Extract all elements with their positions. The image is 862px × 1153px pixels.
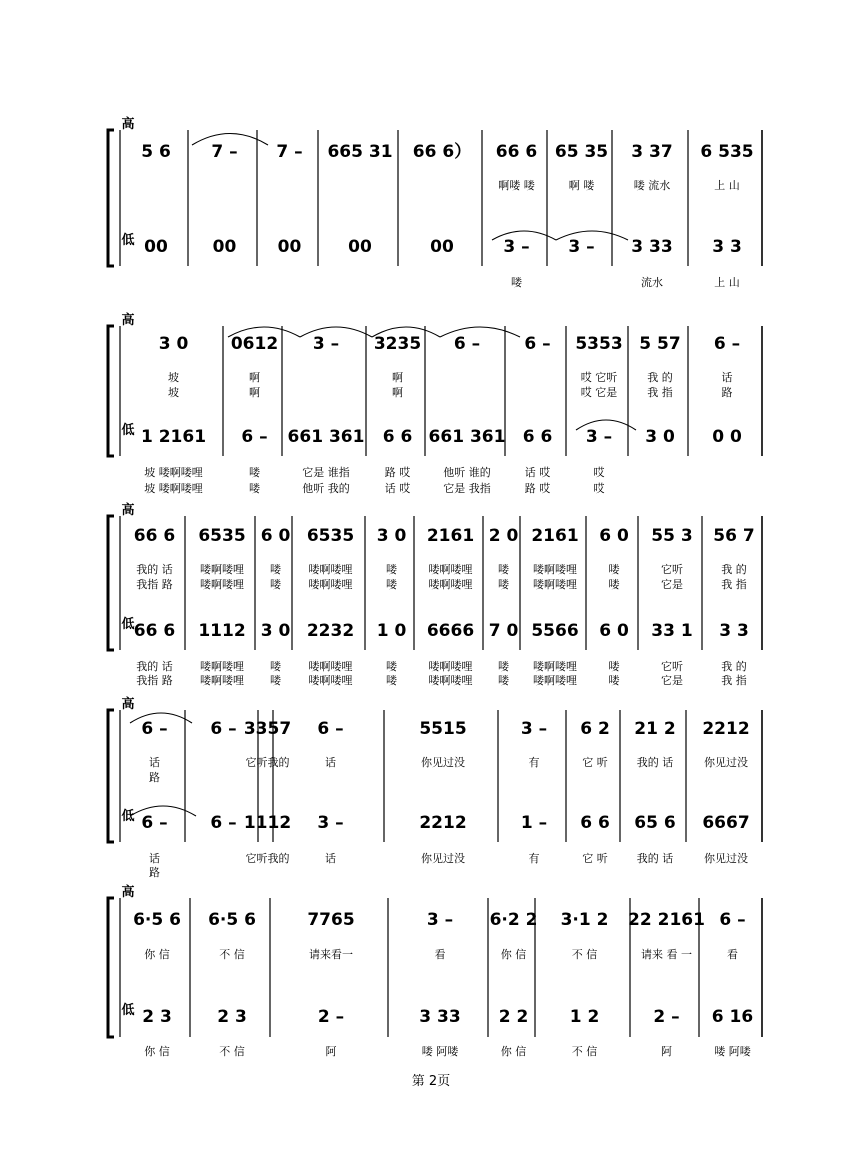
high-lyric: 有 xyxy=(528,756,540,769)
score-system xyxy=(108,502,762,687)
high-bar-notes: 6·2 2 xyxy=(489,910,538,930)
high-bar-notes: 6 – xyxy=(713,334,741,354)
high-bar-notes: 55 3 xyxy=(651,526,693,546)
high-lyric: 喽 流水 xyxy=(633,179,671,192)
low-lyric: 不 信 xyxy=(571,1045,598,1058)
low-bar-notes: 6 0 xyxy=(599,621,629,641)
high-bar-notes: 7 – xyxy=(211,142,238,162)
low-lyric: 喽 xyxy=(249,482,260,495)
low-lyric: 不 信 xyxy=(219,1045,245,1058)
low-lyric: 有 xyxy=(528,852,540,865)
high-bar-notes: 6 – xyxy=(317,719,344,739)
low-lyric: 喽 xyxy=(511,276,522,289)
high-bar-notes: 3·1 2 xyxy=(560,910,609,930)
high-bar-notes: 65 35 xyxy=(554,142,609,162)
score-system xyxy=(108,884,762,1058)
high-bar-notes: 6 – xyxy=(210,719,237,739)
low-bar-notes: 5566 xyxy=(531,621,579,641)
low-bar-notes: 1 – xyxy=(520,813,548,833)
high-bar-notes: 7765 xyxy=(307,910,355,930)
low-lyric: 流水 xyxy=(641,276,663,289)
low-lyric: 路 哎 xyxy=(524,482,551,495)
high-lyric: 啊 xyxy=(392,371,403,384)
low-lyric: 它听 xyxy=(661,660,683,673)
low-bar-notes: 00 xyxy=(348,237,372,257)
low-lyric: 喽啊喽哩 xyxy=(200,660,244,673)
high-bar-notes: 66 6 xyxy=(133,526,176,546)
low-lyric: 他听 谁的 xyxy=(443,466,491,479)
high-bar-notes: 6·5 6 xyxy=(208,910,256,930)
low-bar-notes: 2 3 xyxy=(217,1007,247,1027)
low-lyric: 路 哎 xyxy=(384,466,411,479)
low-lyric: 我的 话 xyxy=(136,660,173,673)
system-bracket xyxy=(108,516,114,650)
high-bar-notes: 6·5 6 xyxy=(133,910,181,930)
low-lyric: 我 的 xyxy=(721,660,747,673)
part-label-low: 低 xyxy=(121,809,135,824)
low-lyric: 你 信 xyxy=(144,1045,170,1058)
high-lyric: 我的 话 xyxy=(636,756,674,769)
high-bar-notes: 6 0 xyxy=(599,526,629,546)
high-lyric: 它听我的 xyxy=(245,756,290,769)
low-bar-notes: 1112 xyxy=(243,813,292,833)
low-bar-notes: 2 2 xyxy=(498,1007,529,1027)
high-lyric: 我 的 xyxy=(647,371,673,384)
high-bar-notes: 6 – xyxy=(524,334,551,354)
high-bar-notes: 3 – xyxy=(520,719,548,739)
high-bar-notes: 3 0 xyxy=(158,334,189,354)
part-label-high: 高 xyxy=(121,885,135,900)
low-lyric: 话 xyxy=(149,852,160,865)
high-bar-notes: 6 2 xyxy=(580,719,610,739)
high-lyric: 请来 看 一 xyxy=(641,948,692,961)
high-lyric: 你 信 xyxy=(500,948,527,961)
low-bar-notes: 6 – xyxy=(141,813,168,833)
low-bar-notes: 1112 xyxy=(198,621,246,641)
low-lyric: 坡 喽啊喽哩 xyxy=(144,466,203,479)
high-bar-notes: 3 37 xyxy=(631,142,673,162)
low-bar-notes: 2 – xyxy=(317,1007,345,1027)
low-lyric: 喽 xyxy=(270,674,281,687)
high-bar-notes: 21 2 xyxy=(634,719,676,739)
high-lyric: 不 信 xyxy=(219,948,245,961)
low-bar-notes: 6666 xyxy=(426,621,475,641)
system-bracket xyxy=(108,326,114,456)
part-label-high: 高 xyxy=(121,117,135,132)
high-bar-notes: 66 6） xyxy=(412,142,472,162)
low-bar-notes: 2 – xyxy=(653,1007,680,1027)
high-lyric: 不 信 xyxy=(571,948,598,961)
high-bar-notes: 6 – xyxy=(453,334,481,354)
high-lyric: 看 xyxy=(727,948,738,961)
high-bar-notes: 3 – xyxy=(426,910,454,930)
high-lyric-verse2: 啊 xyxy=(249,386,260,399)
high-lyric-verse2: 路 xyxy=(721,386,733,399)
low-lyric: 他听 我的 xyxy=(302,482,350,495)
high-lyric-verse2: 喽 xyxy=(270,578,281,591)
low-bar-notes: 2212 xyxy=(419,813,467,833)
high-lyric: 我 的 xyxy=(721,563,747,576)
high-bar-notes: 2 0 xyxy=(488,526,519,546)
low-lyric: 你见过没 xyxy=(704,852,748,865)
low-lyric: 上 山 xyxy=(714,276,740,289)
low-bar-notes: 3 – xyxy=(585,427,613,447)
low-lyric: 喽 xyxy=(386,660,397,673)
low-lyric: 你 信 xyxy=(500,1045,527,1058)
high-lyric-verse2: 喽 xyxy=(386,578,397,591)
low-lyric: 哎 xyxy=(593,466,605,479)
low-bar-notes: 6 6 xyxy=(522,427,553,447)
low-lyric: 阿 xyxy=(325,1045,337,1058)
low-lyric: 喽 阿喽 xyxy=(714,1045,751,1058)
low-bar-notes: 33 1 xyxy=(651,621,693,641)
high-lyric: 啊喽 喽 xyxy=(498,179,535,192)
high-bar-notes: 5 57 xyxy=(639,334,681,354)
high-bar-notes: 0612 xyxy=(230,334,279,354)
low-lyric: 话 哎 xyxy=(384,482,411,495)
low-bar-notes: 3 – xyxy=(317,813,344,833)
part-label-high: 高 xyxy=(121,503,135,518)
high-lyric: 话 xyxy=(149,756,160,769)
low-lyric: 喽啊喽哩 xyxy=(200,674,244,687)
high-lyric-verse2: 喽啊喽哩 xyxy=(533,578,577,591)
low-bar-notes: 00 xyxy=(277,237,302,257)
high-lyric-verse2: 喽 xyxy=(498,578,509,591)
high-bar-notes: 6 – xyxy=(141,719,168,739)
system-bracket xyxy=(108,130,114,266)
high-lyric-verse2: 路 xyxy=(149,771,160,784)
high-lyric-verse2: 啊 xyxy=(392,386,403,399)
low-bar-notes: 661 361 xyxy=(287,427,365,447)
low-bar-notes: 3 33 xyxy=(419,1007,461,1027)
high-lyric: 喽啊喽哩 xyxy=(533,563,577,576)
low-lyric: 喽啊喽哩 xyxy=(428,674,473,687)
high-lyric: 喽 xyxy=(270,563,281,576)
low-bar-notes: 1 0 xyxy=(376,621,407,641)
high-lyric: 喽 xyxy=(608,563,620,576)
high-lyric-verse2: 它是 xyxy=(661,578,683,591)
high-lyric: 喽啊喽哩 xyxy=(428,563,473,576)
low-lyric: 喽啊喽哩 xyxy=(308,660,353,673)
low-lyric: 哎 xyxy=(593,482,605,495)
high-lyric: 啊 xyxy=(249,371,260,384)
low-lyric: 喽 xyxy=(386,674,397,687)
high-bar-notes: 6 535 xyxy=(700,142,754,162)
high-lyric: 喽 xyxy=(498,563,509,576)
low-lyric: 我 指 xyxy=(721,674,747,687)
low-lyric: 喽啊喽哩 xyxy=(533,660,577,673)
high-bar-notes: 7 – xyxy=(276,142,303,162)
low-bar-notes: 0 0 xyxy=(712,427,742,447)
low-bar-notes: 6667 xyxy=(702,813,750,833)
low-lyric: 喽 xyxy=(608,660,620,673)
low-lyric: 它是 xyxy=(661,674,683,687)
low-bar-notes: 3 3 xyxy=(719,621,749,641)
low-lyric: 喽啊喽哩 xyxy=(308,674,353,687)
high-bar-notes: 5353 xyxy=(575,334,623,354)
part-label-low: 低 xyxy=(121,1003,135,1018)
low-lyric: 喽 阿喽 xyxy=(421,1045,459,1058)
high-lyric-verse2: 喽啊喽哩 xyxy=(428,578,473,591)
high-lyric: 它听 xyxy=(661,563,683,576)
high-bar-notes: 2161 xyxy=(531,526,579,546)
low-bar-notes: 1 2 xyxy=(569,1007,600,1027)
high-lyric-verse2: 我指 路 xyxy=(136,578,173,591)
low-lyric: 喽啊喽哩 xyxy=(533,674,577,687)
high-lyric: 看 xyxy=(434,948,446,961)
low-bar-notes: 2232 xyxy=(306,621,355,641)
high-lyric: 你 信 xyxy=(144,948,170,961)
high-bar-notes: 3 – xyxy=(312,334,340,354)
score-system xyxy=(108,696,762,879)
low-lyric: 它听我的 xyxy=(245,852,290,865)
low-bar-notes: 661 361 xyxy=(428,427,506,447)
high-bar-notes: 2212 xyxy=(702,719,750,739)
high-lyric: 话 xyxy=(721,371,733,384)
score-system xyxy=(108,116,762,289)
low-lyric: 我指 路 xyxy=(136,674,173,687)
low-bar-notes: 65 6 xyxy=(634,813,676,833)
high-bar-notes: 3 0 xyxy=(376,526,407,546)
high-bar-notes: 6535 xyxy=(198,526,246,546)
page-number: 第 2页 xyxy=(411,1074,451,1089)
high-lyric: 坡 xyxy=(168,371,179,384)
score-system xyxy=(108,312,762,495)
high-lyric-verse2: 坡 xyxy=(168,386,179,399)
low-lyric: 喽 xyxy=(608,674,620,687)
low-bar-notes: 1 2161 xyxy=(140,427,207,447)
system-bracket xyxy=(108,898,114,1037)
low-bar-notes: 6 6 xyxy=(382,427,413,447)
low-bar-notes: 2 3 xyxy=(142,1007,172,1027)
low-lyric: 话 xyxy=(325,852,336,865)
low-bar-notes: 3 0 xyxy=(645,427,675,447)
high-lyric-verse2: 喽啊喽哩 xyxy=(308,578,353,591)
high-bar-notes: 56 7 xyxy=(713,526,755,546)
part-label-low: 低 xyxy=(121,423,135,438)
high-lyric: 啊 喽 xyxy=(568,179,595,192)
low-bar-notes: 6 – xyxy=(241,427,268,447)
high-bar-notes: 22 2161 xyxy=(628,910,705,930)
system-bracket xyxy=(108,710,114,842)
low-lyric: 喽 xyxy=(498,660,509,673)
high-bar-notes: 66 6 xyxy=(495,142,538,162)
low-bar-notes: 7 0 xyxy=(488,621,519,641)
high-lyric: 请来看一 xyxy=(309,948,353,961)
low-lyric: 路 xyxy=(149,866,160,879)
low-bar-notes: 3 – xyxy=(503,237,530,257)
high-lyric-verse2: 我 指 xyxy=(721,578,747,591)
low-lyric: 它是 我指 xyxy=(443,482,491,495)
high-lyric-verse2: 喽 xyxy=(608,578,620,591)
low-lyric: 坡 喽啊喽哩 xyxy=(144,482,203,495)
high-lyric: 哎 它听 xyxy=(580,371,618,384)
high-bar-notes: 5 6 xyxy=(141,142,171,162)
low-lyric: 话 哎 xyxy=(524,466,551,479)
low-bar-notes: 3 – xyxy=(568,237,595,257)
high-lyric: 喽啊喽哩 xyxy=(200,563,244,576)
high-lyric: 你见过没 xyxy=(421,756,465,769)
high-bar-notes: 6535 xyxy=(306,526,355,546)
high-lyric: 上 山 xyxy=(714,179,740,192)
low-lyric: 它 听 xyxy=(582,852,608,865)
low-lyric: 喽啊喽哩 xyxy=(428,660,473,673)
part-label-high: 高 xyxy=(121,313,135,328)
low-lyric: 喽 xyxy=(249,466,260,479)
low-bar-notes: 6 – xyxy=(210,813,237,833)
high-lyric: 话 xyxy=(325,756,336,769)
high-bar-notes: 6 – xyxy=(719,910,746,930)
high-bar-notes: 3235 xyxy=(373,334,422,354)
low-lyric: 我的 话 xyxy=(636,852,674,865)
low-bar-notes: 3 33 xyxy=(631,237,673,257)
high-lyric-verse2: 我 指 xyxy=(647,386,673,399)
part-label-low: 低 xyxy=(121,617,135,632)
high-lyric: 我的 话 xyxy=(136,563,173,576)
low-bar-notes: 3 3 xyxy=(712,237,742,257)
high-bar-notes: 665 31 xyxy=(327,142,393,162)
high-bar-notes: 2161 xyxy=(426,526,475,546)
low-bar-notes: 00 xyxy=(212,237,237,257)
high-lyric: 你见过没 xyxy=(704,756,748,769)
low-bar-notes: 00 xyxy=(430,237,454,257)
high-bar-notes: 6 0 xyxy=(260,526,291,546)
part-label-low: 低 xyxy=(121,233,135,248)
high-lyric: 喽 xyxy=(386,563,397,576)
high-lyric: 喽啊喽哩 xyxy=(308,563,353,576)
low-lyric: 喽 xyxy=(498,674,509,687)
low-bar-notes: 66 6 xyxy=(133,621,176,641)
high-lyric: 它 听 xyxy=(582,756,608,769)
high-lyric-verse2: 哎 它是 xyxy=(580,386,618,399)
low-bar-notes: 3 0 xyxy=(260,621,291,641)
low-bar-notes: 00 xyxy=(144,237,168,257)
high-bar-notes: 3357 xyxy=(243,719,292,739)
high-bar-notes: 5515 xyxy=(419,719,467,739)
part-label-high: 高 xyxy=(121,697,135,712)
low-bar-notes: 6 16 xyxy=(711,1007,754,1027)
low-lyric: 它是 谁指 xyxy=(302,466,350,479)
high-lyric-verse2: 喽啊喽哩 xyxy=(200,578,244,591)
low-lyric: 你见过没 xyxy=(421,852,465,865)
low-bar-notes: 6 6 xyxy=(580,813,610,833)
low-lyric: 阿 xyxy=(661,1045,672,1058)
low-lyric: 喽 xyxy=(270,660,281,673)
